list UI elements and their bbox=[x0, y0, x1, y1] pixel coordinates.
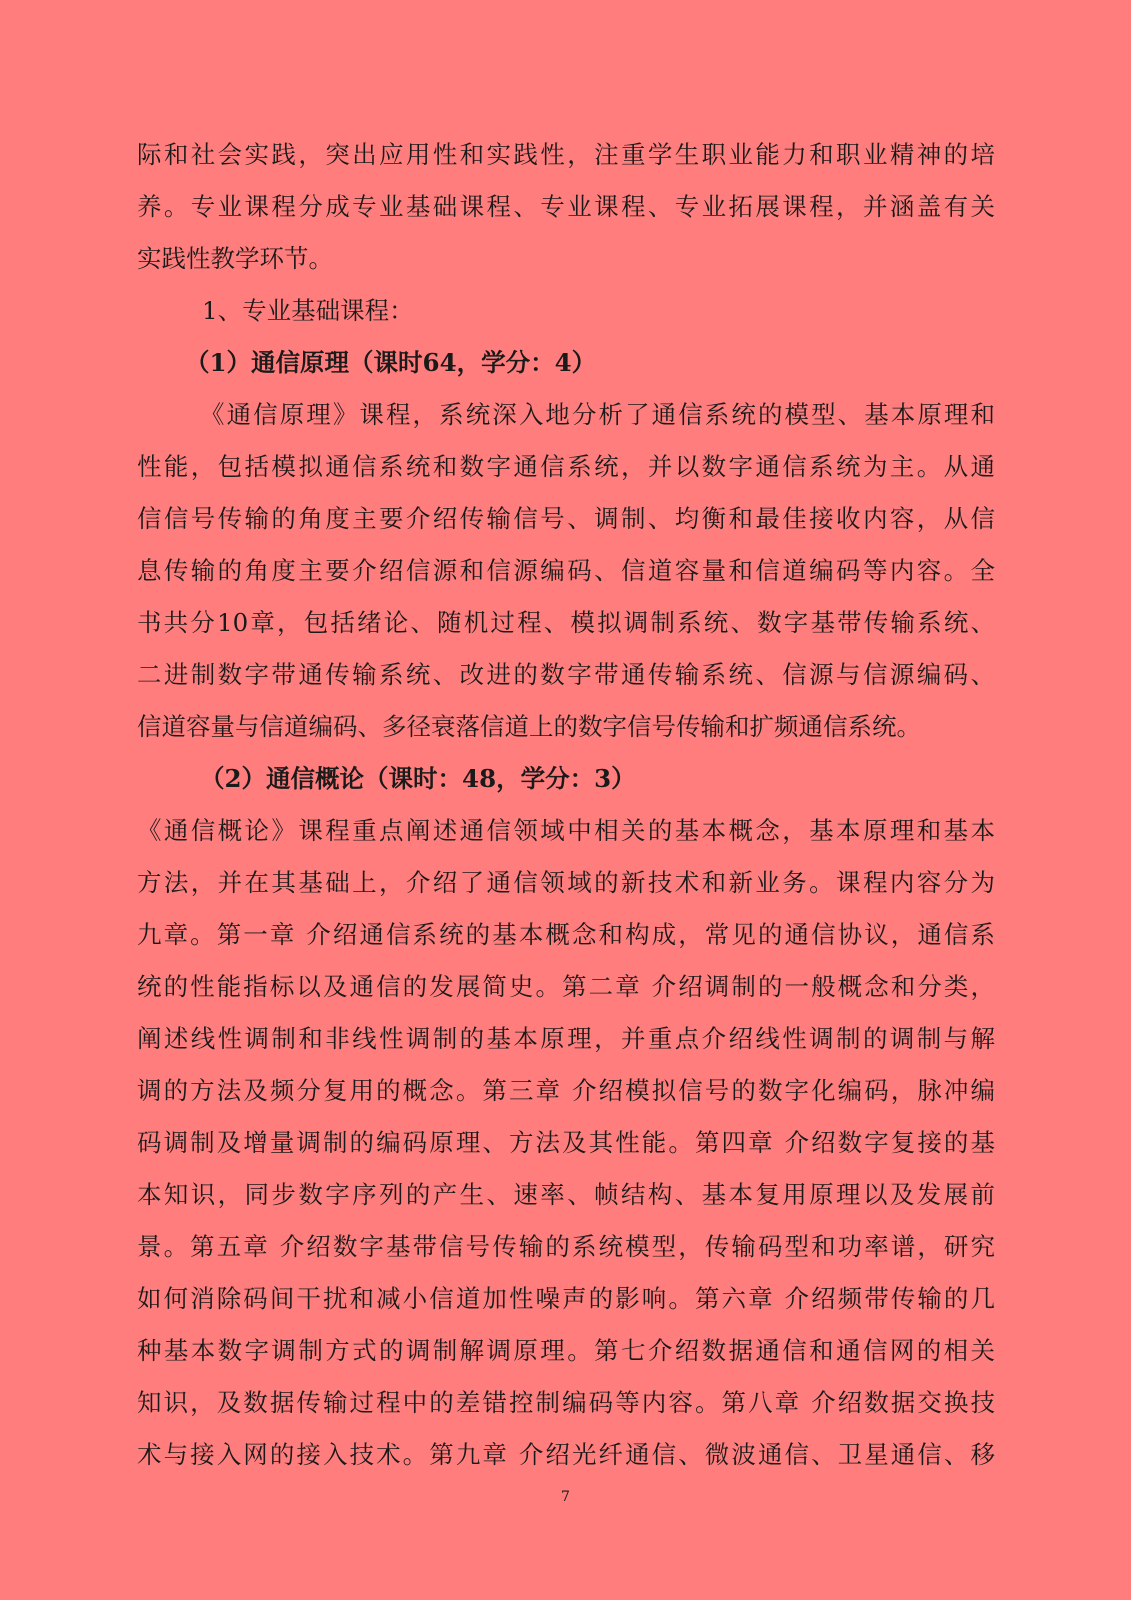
body-text-line: 二进制数字带通传输系统、改进的数字带通传输系统、信源与信源编码、 bbox=[137, 660, 995, 689]
body-text-line: 书共分10章，包括绪论、随机过程、模拟调制系统、数字基带传输系统、 bbox=[137, 608, 995, 637]
subsection-heading: （1）通信原理（课时64，学分：4） bbox=[185, 348, 597, 377]
body-text-line: 本知识，同步数字序列的产生、速率、帧结构、基本复用原理以及发展前 bbox=[137, 1180, 995, 1209]
body-text-line: 实践性教学环节。 bbox=[137, 244, 333, 273]
body-text-line: 种基本数字调制方式的调制解调原理。第七介绍数据通信和通信网的相关 bbox=[137, 1336, 995, 1365]
body-text-line: 知识，及数据传输过程中的差错控制编码等内容。第八章 介绍数据交换技 bbox=[137, 1388, 995, 1417]
page-number: 7 bbox=[561, 1489, 570, 1505]
body-text-line: 如何消除码间干扰和减小信道加性噪声的影响。第六章 介绍频带传输的几 bbox=[137, 1284, 995, 1313]
body-text-line: 景。第五章 介绍数字基带信号传输的系统模型，传输码型和功率谱，研究 bbox=[137, 1232, 995, 1261]
body-text-line: 息传输的角度主要介绍信源和信源编码、信道容量和信道编码等内容。全 bbox=[137, 556, 995, 585]
body-text-line: 阐述线性调制和非线性调制的基本原理，并重点介绍线性调制的调制与解 bbox=[137, 1024, 995, 1053]
body-text-line: 《通信概论》课程重点阐述通信领域中相关的基本概念，基本原理和基本 bbox=[137, 816, 995, 845]
body-text-line: 统的性能指标以及通信的发展简史。第二章 介绍调制的一般概念和分类， bbox=[137, 972, 995, 1001]
body-text-line: 信信号传输的角度主要介绍传输信号、调制、均衡和最佳接收内容，从信 bbox=[137, 504, 995, 533]
body-text-line: 性能，包括模拟通信系统和数字通信系统，并以数字通信系统为主。从通 bbox=[137, 452, 995, 481]
body-text-line: 码调制及增量调制的编码原理、方法及其性能。第四章 介绍数字复接的基 bbox=[137, 1128, 995, 1157]
body-text-line: 调的方法及频分复用的概念。第三章 介绍模拟信号的数字化编码，脉冲编 bbox=[137, 1076, 995, 1105]
body-text-line: 信道容量与信道编码、多径衰落信道上的数字信号传输和扩频通信系统。 bbox=[137, 712, 921, 741]
body-text-line: 术与接入网的接入技术。第九章 介绍光纤通信、微波通信、卫星通信、移 bbox=[137, 1440, 995, 1469]
body-text-line: 际和社会实践，突出应用性和实践性，注重学生职业能力和职业精神的培 bbox=[137, 140, 995, 169]
subsection-heading: （2）通信概论（课时：48，学分：3） bbox=[200, 764, 636, 793]
body-text-line: 养。专业课程分成专业基础课程、专业课程、专业拓展课程，并涵盖有关 bbox=[137, 192, 995, 221]
section-heading: 1、专业基础课程： bbox=[202, 296, 414, 325]
body-text-line: 方法，并在其基础上，介绍了通信领域的新技术和新业务。课程内容分为 bbox=[137, 868, 995, 897]
body-text-line: 九章。第一章 介绍通信系统的基本概念和构成，常见的通信协议，通信系 bbox=[137, 920, 995, 949]
body-text-line: 《通信原理》课程，系统深入地分析了通信系统的模型、基本原理和 bbox=[200, 400, 995, 429]
